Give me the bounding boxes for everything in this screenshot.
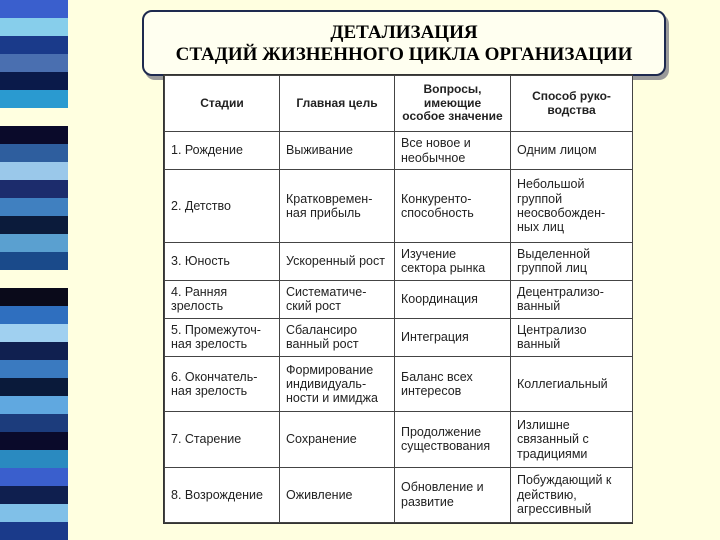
cell-stage: 5. Промежуточ- ная зрелость (165, 318, 280, 356)
stripe (0, 72, 68, 90)
stripe (0, 234, 68, 252)
stripe (0, 162, 68, 180)
cell-management-style: Одним лицом (511, 132, 633, 170)
cell-key-questions: Конкуренто- способность (395, 170, 511, 243)
cell-main-goal: Сбалансиро ванный рост (280, 318, 395, 356)
cell-key-questions: Координация (395, 280, 511, 318)
stripe (0, 378, 68, 396)
cell-key-questions: Изучение сектора рынка (395, 242, 511, 280)
stripe (0, 288, 68, 306)
cell-stage: 7. Старение (165, 412, 280, 467)
cell-management-style: Выделенной группой лиц (511, 242, 633, 280)
cell-management-style: Децентрализо- ванный (511, 280, 633, 318)
stripe (0, 180, 68, 198)
table-row (165, 467, 633, 522)
cell-key-questions: Баланс всех интересов (395, 356, 511, 411)
table-row (165, 356, 633, 411)
lifecycle-table-container (163, 74, 633, 524)
stripe (0, 144, 68, 162)
cell-main-goal: Систематиче- ский рост (280, 280, 395, 318)
table-row (165, 412, 633, 467)
cell-stage: 4. Ранняя зрелость (165, 280, 280, 318)
stripe (0, 54, 68, 72)
cell-management-style: Побуждающий к действию, агрессивный (511, 467, 633, 522)
stripe (0, 432, 68, 450)
table-header-row (165, 76, 633, 132)
stripe (0, 90, 68, 108)
stripe (0, 306, 68, 324)
cell-key-questions: Обновление и развитие (395, 467, 511, 522)
header-management-style: Способ руко- водства (511, 76, 633, 132)
cell-management-style: Небольшой группой неосвобожден- ных лиц (511, 170, 633, 243)
slide-title-line2: СТАДИЙ ЖИЗНЕННОГО ЦИКЛА ОРГАНИЗАЦИИ (175, 44, 633, 65)
cell-main-goal: Ускоренный рост (280, 242, 395, 280)
cell-main-goal: Формирование индивидуаль- ности и имиджа (280, 356, 395, 411)
stripe (0, 504, 68, 522)
header-main-goal: Главная цель (280, 76, 395, 132)
cell-key-questions: Все новое и необычное (395, 132, 511, 170)
stripe (0, 108, 68, 126)
table-row (165, 280, 633, 318)
cell-stage: 8. Возрождение (165, 467, 280, 522)
stripe (0, 198, 68, 216)
lifecycle-table (164, 75, 633, 523)
header-key-questions: Вопросы, имеющие особое значение (395, 76, 511, 132)
table-row (165, 132, 633, 170)
cell-main-goal: Кратковремен- ная прибыль (280, 170, 395, 243)
table-row (165, 242, 633, 280)
stripe (0, 468, 68, 486)
decorative-stripe-bar (0, 0, 68, 540)
slide-title-box (142, 10, 666, 76)
stripe (0, 216, 68, 234)
stripe (0, 396, 68, 414)
cell-stage: 1. Рождение (165, 132, 280, 170)
stripe (0, 0, 68, 18)
cell-stage: 3. Юность (165, 242, 280, 280)
cell-key-questions: Продолжение существования (395, 412, 511, 467)
cell-main-goal: Сохранение (280, 412, 395, 467)
slide-title-line1: ДЕТАЛИЗАЦИЯ (330, 22, 478, 43)
table-row (165, 170, 633, 243)
stripe (0, 360, 68, 378)
table-body (165, 132, 633, 523)
stripe (0, 414, 68, 432)
cell-main-goal: Оживление (280, 467, 395, 522)
cell-stage: 2. Детство (165, 170, 280, 243)
stripe (0, 270, 68, 288)
cell-key-questions: Интеграция (395, 318, 511, 356)
stripe (0, 486, 68, 504)
header-stages: Стадии (165, 76, 280, 132)
cell-management-style: Коллегиальный (511, 356, 633, 411)
stripe (0, 36, 68, 54)
cell-main-goal: Выживание (280, 132, 395, 170)
stripe (0, 252, 68, 270)
stripe (0, 522, 68, 540)
stripe (0, 126, 68, 144)
cell-stage: 6. Окончатель- ная зрелость (165, 356, 280, 411)
stripe (0, 342, 68, 360)
table-row (165, 318, 633, 356)
stripe (0, 324, 68, 342)
stripe (0, 18, 68, 36)
cell-management-style: Излишне связанный с традициями (511, 412, 633, 467)
stripe (0, 450, 68, 468)
cell-management-style: Централизо ванный (511, 318, 633, 356)
